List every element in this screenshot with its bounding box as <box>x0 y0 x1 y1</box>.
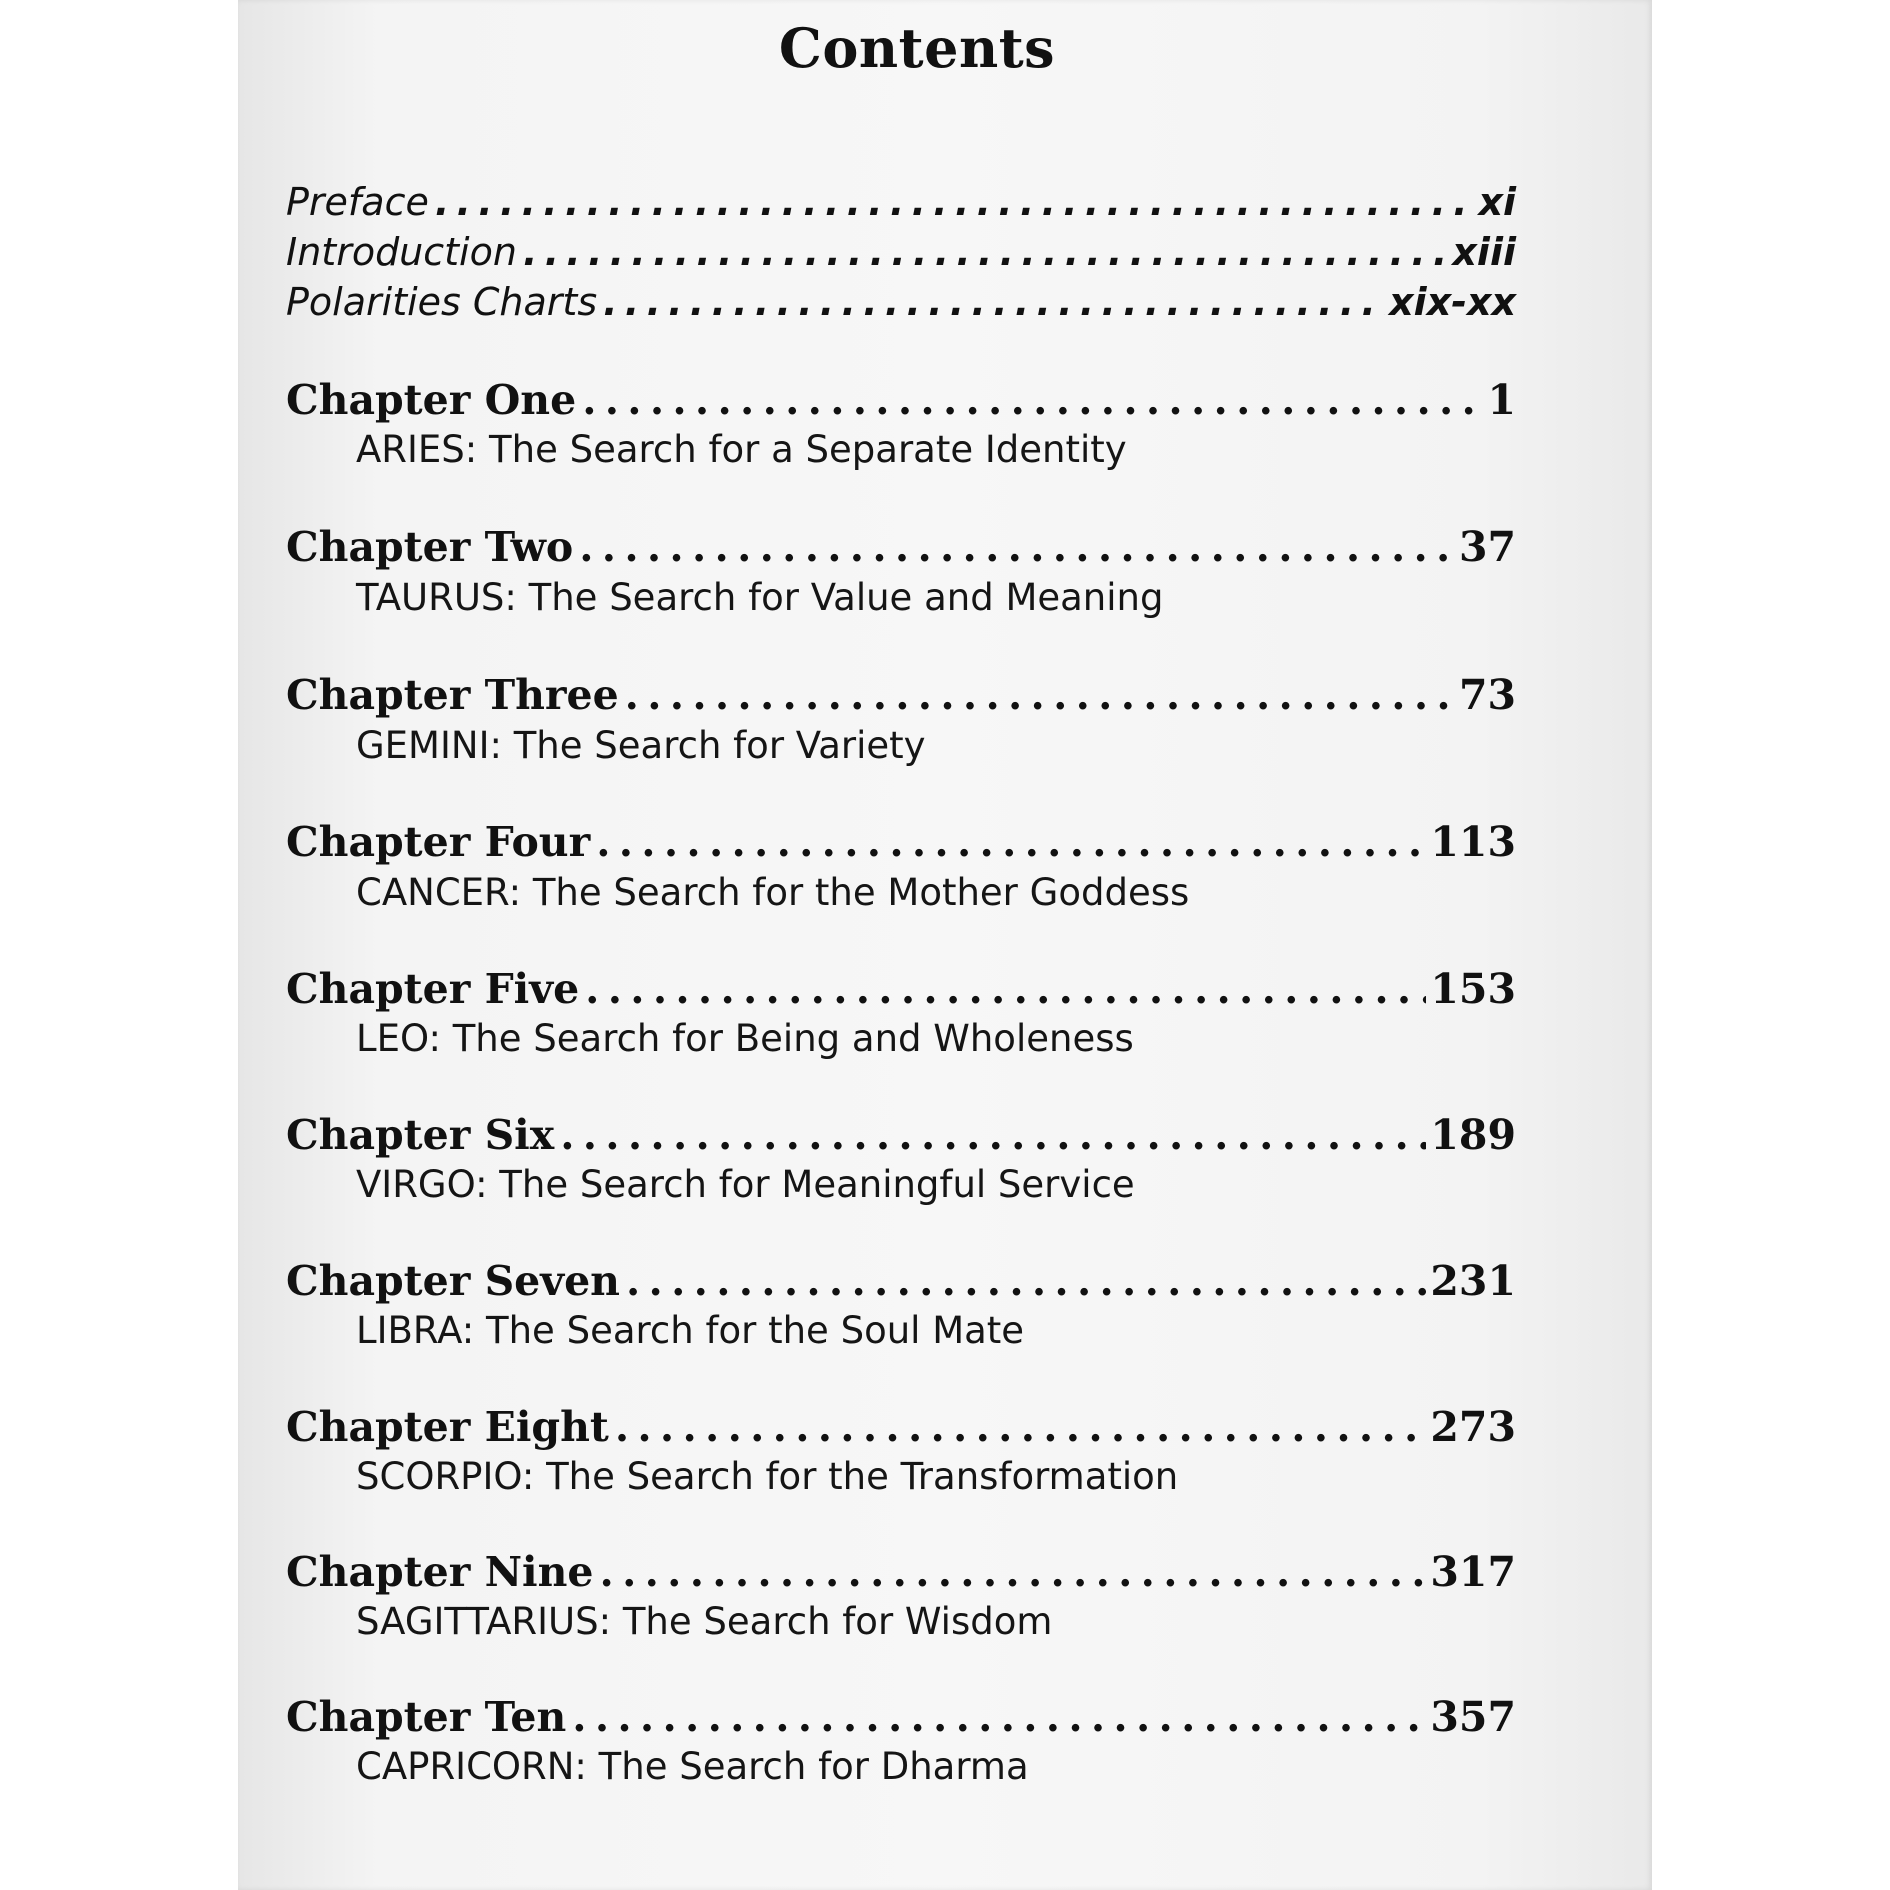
chapter-subtitle-10: CAPRICORN: The Search for Dharma <box>356 1745 1029 1788</box>
contents-page <box>286 0 1548 1890</box>
chapter-page: 153 <box>1430 965 1516 1013</box>
leader-dots <box>579 523 1455 571</box>
leader-dots <box>625 671 1455 719</box>
leader-dots <box>596 818 1426 866</box>
chapter-subtitle-1: ARIES: The Search for a Separate Identity <box>356 428 1127 471</box>
leader-dots <box>572 1693 1426 1741</box>
toc-entry-chapter-6[interactable] <box>286 1111 1516 1159</box>
toc-entry-page: xix-xx <box>1389 280 1516 324</box>
chapter-label: Chapter Three <box>286 671 619 719</box>
chapter-page: 317 <box>1430 1548 1516 1596</box>
chapter-page: 73 <box>1458 671 1516 719</box>
toc-entry-chapter-10[interactable] <box>286 1693 1516 1741</box>
chapter-label: Chapter Five <box>286 965 580 1013</box>
toc-entry-chapter-1[interactable] <box>286 376 1516 424</box>
toc-entry-page: xiii <box>1452 230 1516 274</box>
toc-entry-page: xi <box>1478 180 1516 224</box>
toc-entry-chapter-2[interactable] <box>286 523 1516 571</box>
toc-entry-label: Introduction <box>286 230 517 274</box>
chapter-subtitle-9: SAGITTARIUS: The Search for Wisdom <box>356 1600 1053 1643</box>
chapter-page: 357 <box>1430 1693 1516 1741</box>
chapter-page: 273 <box>1430 1403 1516 1451</box>
toc-entry-chapter-5[interactable] <box>286 965 1516 1013</box>
chapter-label: Chapter Eight <box>286 1403 609 1451</box>
chapter-subtitle-5: LEO: The Search for Being and Wholeness <box>356 1017 1134 1060</box>
book-page <box>238 0 1652 1890</box>
leader-dots <box>560 1111 1426 1159</box>
chapter-page: 189 <box>1430 1111 1516 1159</box>
leader-dots <box>582 376 1483 424</box>
toc-entry-chapter-8[interactable] <box>286 1403 1516 1451</box>
chapter-page: 37 <box>1458 523 1516 571</box>
leader-dots <box>615 1403 1427 1451</box>
leader-dots <box>603 280 1385 324</box>
chapter-page: 113 <box>1430 818 1516 866</box>
leader-dots <box>435 180 1475 224</box>
chapter-label: Chapter Four <box>286 818 591 866</box>
chapter-page: 231 <box>1430 1257 1516 1305</box>
chapter-subtitle-7: LIBRA: The Search for the Soul Mate <box>356 1309 1025 1352</box>
page-title: Contents <box>778 16 1056 80</box>
toc-entry-chapter-9[interactable] <box>286 1548 1516 1596</box>
toc-entry-polarities-charts[interactable] <box>286 280 1516 324</box>
toc-entry-chapter-7[interactable] <box>286 1257 1516 1305</box>
toc-entry-chapter-4[interactable] <box>286 818 1516 866</box>
chapter-subtitle-4: CANCER: The Search for the Mother Goddess <box>356 871 1190 914</box>
toc-entry-preface[interactable] <box>286 180 1516 224</box>
toc-entry-label: Polarities Charts <box>286 280 598 324</box>
chapter-subtitle-2: TAURUS: The Search for Value and Meaning <box>356 576 1164 619</box>
toc-entry-chapter-3[interactable] <box>286 671 1516 719</box>
chapter-subtitle-3: GEMINI: The Search for Variety <box>356 724 926 767</box>
chapter-label: Chapter Six <box>286 1111 555 1159</box>
chapter-label: Chapter Ten <box>286 1693 567 1741</box>
leader-dots <box>626 1257 1426 1305</box>
chapter-page: 1 <box>1487 376 1516 424</box>
chapter-label: Chapter One <box>286 376 577 424</box>
chapter-label: Chapter Nine <box>286 1548 594 1596</box>
leader-dots <box>600 1548 1427 1596</box>
toc-entry-introduction[interactable] <box>286 230 1516 274</box>
leader-dots <box>523 230 1448 274</box>
leader-dots <box>585 965 1426 1013</box>
chapter-label: Chapter Seven <box>286 1257 620 1305</box>
chapter-subtitle-8: SCORPIO: The Search for the Transformation <box>356 1455 1179 1498</box>
chapter-subtitle-6: VIRGO: The Search for Meaningful Service <box>356 1163 1135 1206</box>
chapter-label: Chapter Two <box>286 523 574 571</box>
toc-entry-label: Preface <box>286 180 429 224</box>
